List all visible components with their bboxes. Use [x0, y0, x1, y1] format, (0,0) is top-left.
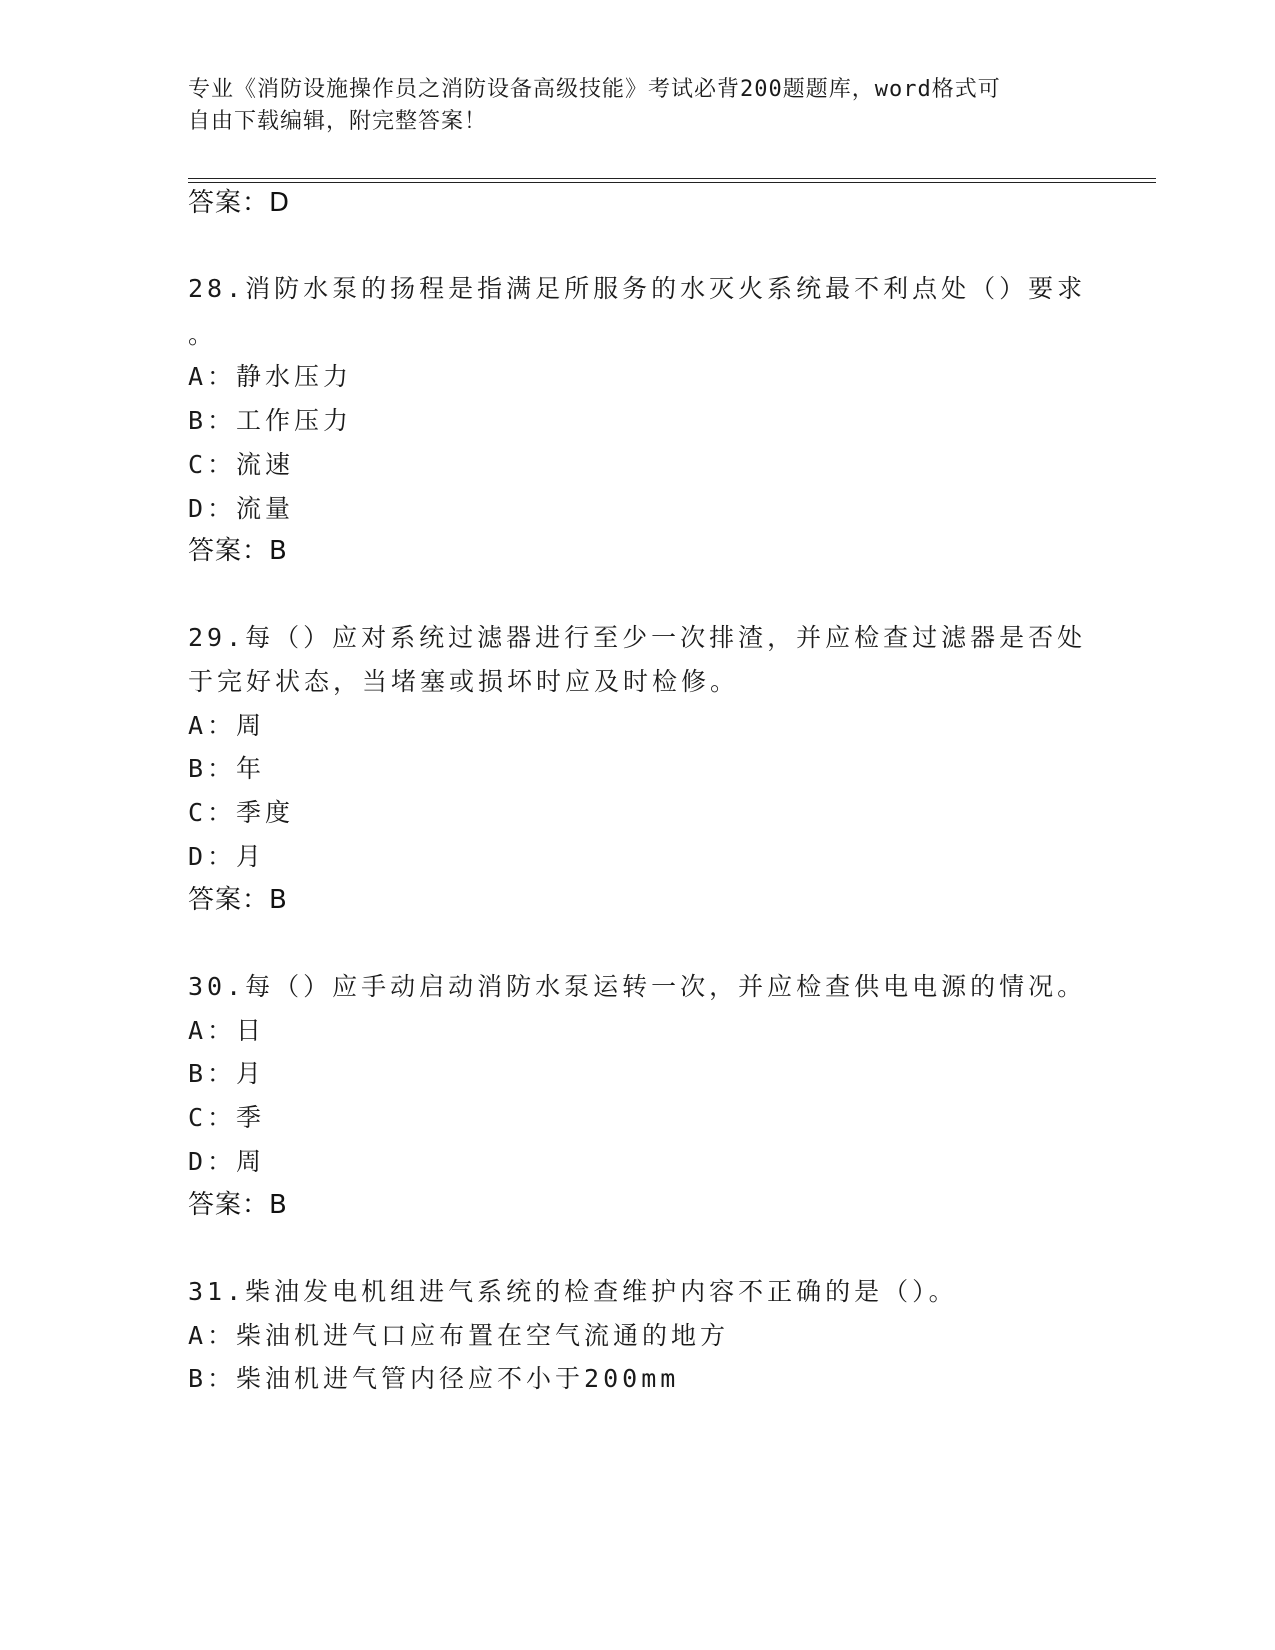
- header-line-2: 自由下载编辑，附完整答案！: [188, 109, 488, 134]
- question-28-option-c: C：流速: [188, 450, 295, 479]
- question-30-option-b: B：月: [188, 1059, 266, 1088]
- question-30-answer: 答案：B: [188, 1190, 288, 1220]
- question-29-text-line-2: 于完好状态，当堵塞或损坏时应及时检修。: [188, 667, 740, 696]
- question-31-text: 31.柴油发电机组进气系统的检查维护内容不正确的是（）。: [188, 1277, 958, 1306]
- question-28-answer: 答案：B: [188, 536, 288, 566]
- question-29-option-a: A：周: [188, 711, 266, 740]
- question-29-text-line-1: 29.每（）应对系统过滤器进行至少一次排渣，并应检查过滤器是否处: [188, 623, 1087, 652]
- question-31-option-b: B：柴油机进气管内径应不小于200mm: [188, 1364, 680, 1393]
- question-29-option-b: B：年: [188, 754, 266, 783]
- question-28-option-b: B：工作压力: [188, 406, 353, 435]
- question-29-option-c: C：季度: [188, 798, 295, 827]
- question-28-text-line-2: 。: [188, 320, 218, 349]
- header-divider: [188, 178, 1156, 183]
- question-28-option-d: D：流量: [188, 494, 295, 523]
- question-28-text-line-1: 28.消防水泵的扬程是指满足所服务的水灭火系统最不利点处（）要求: [188, 274, 1087, 303]
- previous-answer: 答案：D: [188, 188, 291, 218]
- header-line-1: 专业《消防设施操作员之消防设备高级技能》考试必背200题题库，word格式可: [188, 77, 1001, 102]
- question-31-option-a: A：柴油机进气口应布置在空气流通的地方: [188, 1321, 730, 1350]
- question-30-text: 30.每（）应手动启动消防水泵运转一次，并应检查供电电源的情况。: [188, 972, 1087, 1001]
- question-28-option-a: A：静水压力: [188, 362, 353, 391]
- question-30-option-c: C：季: [188, 1103, 266, 1132]
- question-30-option-d: D：周: [188, 1147, 266, 1176]
- question-29-option-d: D：月: [188, 842, 266, 871]
- document-header: [188, 74, 1088, 138]
- question-29-answer: 答案：B: [188, 885, 288, 915]
- question-30-option-a: A：日: [188, 1016, 266, 1045]
